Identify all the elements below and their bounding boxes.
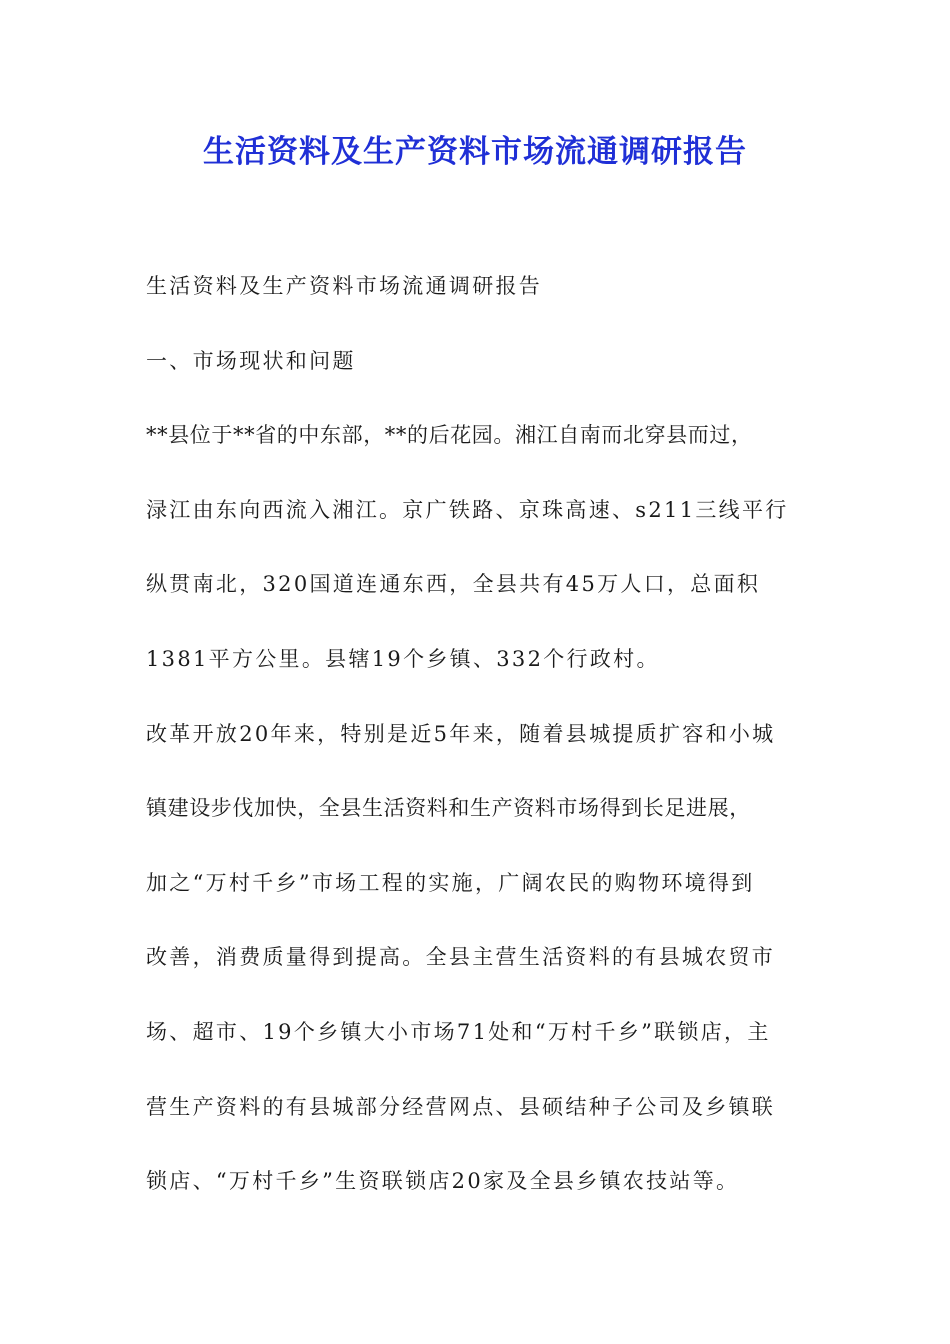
paragraph-line: 纵贯南北，320国道连通东西，全县共有45万人口，总面积 bbox=[146, 572, 761, 597]
paragraph-line: 锁店、“万村千乡”生资联锁店20家及全县乡镇农技站等。 bbox=[146, 1169, 740, 1194]
document-title: 生活资料及生产资料市场流通调研报告 bbox=[203, 134, 747, 170]
paragraph-line: 改革开放20年来，特别是近5年来，随着县城提质扩容和小城 bbox=[146, 721, 776, 746]
paragraph-line: 镇建设步伐加快，全县生活资料和生产资料市场得到长足进展， bbox=[146, 796, 751, 821]
document-subtitle: 生活资料及生产资料市场流通调研报告 bbox=[146, 274, 543, 298]
paragraph-line: 渌江由东向西流入湘江。京广铁路、京珠高速、s211三线平行 bbox=[146, 497, 789, 522]
paragraph-2 bbox=[146, 710, 826, 1232]
paragraph-1 bbox=[146, 411, 826, 709]
paragraph-line: 场、超市、19个乡镇大小市场71处和“万村千乡”联锁店，主 bbox=[146, 1019, 771, 1044]
paragraph-line: 营生产资料的有县城部分经营网点、县硕结种子公司及乡镇联 bbox=[146, 1094, 776, 1119]
document-body bbox=[146, 262, 826, 1232]
paragraph-line: 加之“万村千乡”市场工程的实施，广阔农民的购物环境得到 bbox=[146, 870, 755, 895]
paragraph-line: **县位于**省的中东部，**的后花园。湘江自南而北穿县而过， bbox=[146, 423, 753, 448]
section-heading: 一、市场现状和问题 bbox=[146, 348, 356, 373]
paragraph-line: 改善，消费质量得到提高。全县主营生活资料的有县城农贸市 bbox=[146, 945, 776, 970]
paragraph-line: 1381平方公里。县辖19个乡镇、332个行政村。 bbox=[146, 646, 660, 671]
